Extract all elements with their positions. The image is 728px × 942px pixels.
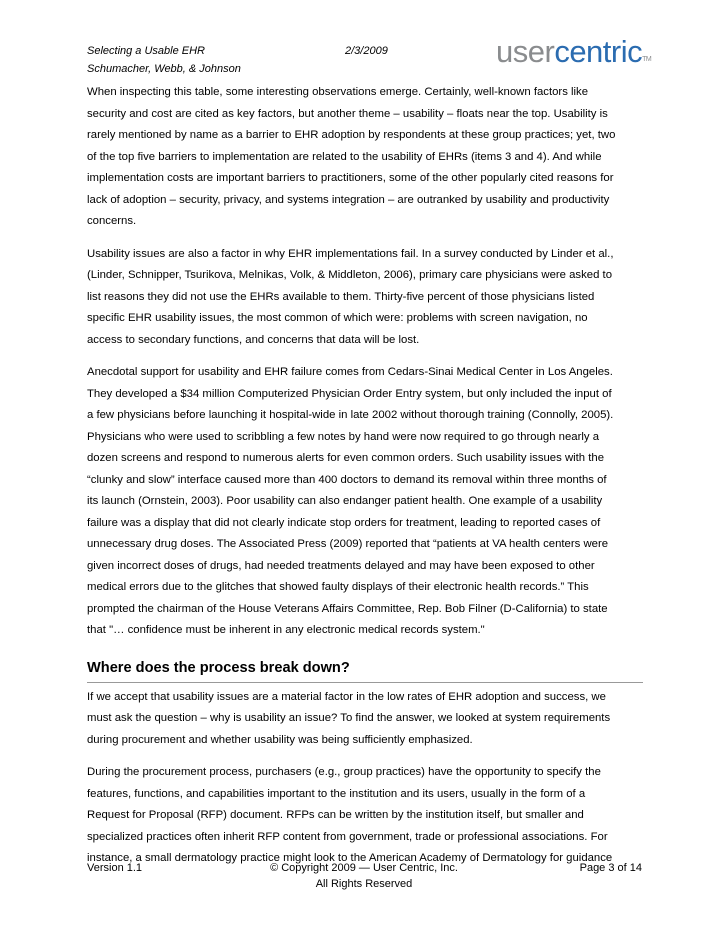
footer-version: Version 1.1	[87, 862, 143, 874]
paragraph: Anecdotal support for usability and EHR failure comes from Cedars-Sinai Medical Center in Los Angeles. They developed a $34 million Computerized Physician Order Entry system, but only included the input of a few physicians before launching it hospital-wide in late 2002 without thorough training (Connolly, 2005). Physicians who were used to scribbling a few notes by hand were now required to go through nearly a dozen screens and respond to numerous alerts for even common orders. Such usability issues with the “clunky and slow” interface caused more than 400 doctors to demand its removal within three months of its launch (Ornstein, 2003). Poor usability can also endanger patient health. One example of a usability failure was a display that did not clearly indicate stop orders for treatment, leading to reported cases of unnecessary drug doses. The Associated Press (2009) reported that “patients at VA health centers were given incorrect doses of drugs, had needed treatments delayed and may have been exposed to other medical errors due to the glitches that showed faulty displays of their electronic health records.” This prompted the chairman of the House Veterans Affairs Committee, Rep. Bob Filner (D-California) to state that "… confidence must be inherent in any electronic medical records system."	[87, 366, 614, 636]
copyright-line: © Copyright 2009 — User Centric, Inc.	[270, 862, 458, 874]
paragraph: Usability issues are also a factor in why EHR implementations fail. In a survey conducted by Linder et al., (Linder, Schnipper, Tsurikova, Melnikas, Volk, & Middleton, 2006), primary care physicians were asked to list reasons they did not use the EHRs available to them. Thirty-five percent of those physicians listed specific EHR usability issues, the most common of which were: problems with screen navigation, no access to secondary functions, and concerns that data will be lost.	[87, 247, 614, 346]
header-title: Selecting a Usable EHR	[87, 45, 206, 57]
rights-line: All Rights Reserved	[315, 878, 413, 890]
document-body	[87, 82, 643, 881]
footer-page-number: Page 3 of 14	[579, 862, 642, 874]
paragraph: When inspecting this table, some interesting observations emerge. Certainly, well-known factors like security and cost are cited as key factors, but another theme – usability – floats near the top. Usability is rarely mentioned by name as a barrier to EHR adoption by respondents at these group practices; yet, two of the top five barriers to implementation are related to the usability of EHRs (items 3 and 4). And while implementation costs are important barriers to practitioners, some of the other popularly cited reasons for lack of adoption – security, privacy, and systems integration – are outranked by usability and productivity concerns.	[87, 86, 616, 227]
paragraph: If we accept that usability issues are a material factor in the low rates of EHR adoption and success, we must ask the question – why is usability an issue? To find the answer, we looked at system requirements during procurement and whether usability was being sufficiently emphasized.	[87, 690, 611, 746]
section-heading: Where does the process break down?	[87, 658, 643, 683]
header-date: 2/3/2009	[345, 45, 388, 57]
header-authors: Schumacher, Webb, & Johnson	[87, 63, 241, 75]
running-header	[87, 42, 241, 78]
paragraph: During the procurement process, purchasers (e.g., group practices) have the opportunity to specify the features, functions, and capabilities important to the institution and its users, usually in the form of a Request for Proposal (RFP) document. RFPs can be written by the institution itself, but smaller and specialized practices often inherit RFP content from government, trade or professional associations. For instance, a small dermatology practice might look to the American Academy of Dermatology for guidance	[87, 766, 613, 864]
usercentric-logo: usercentric™	[496, 34, 652, 69]
